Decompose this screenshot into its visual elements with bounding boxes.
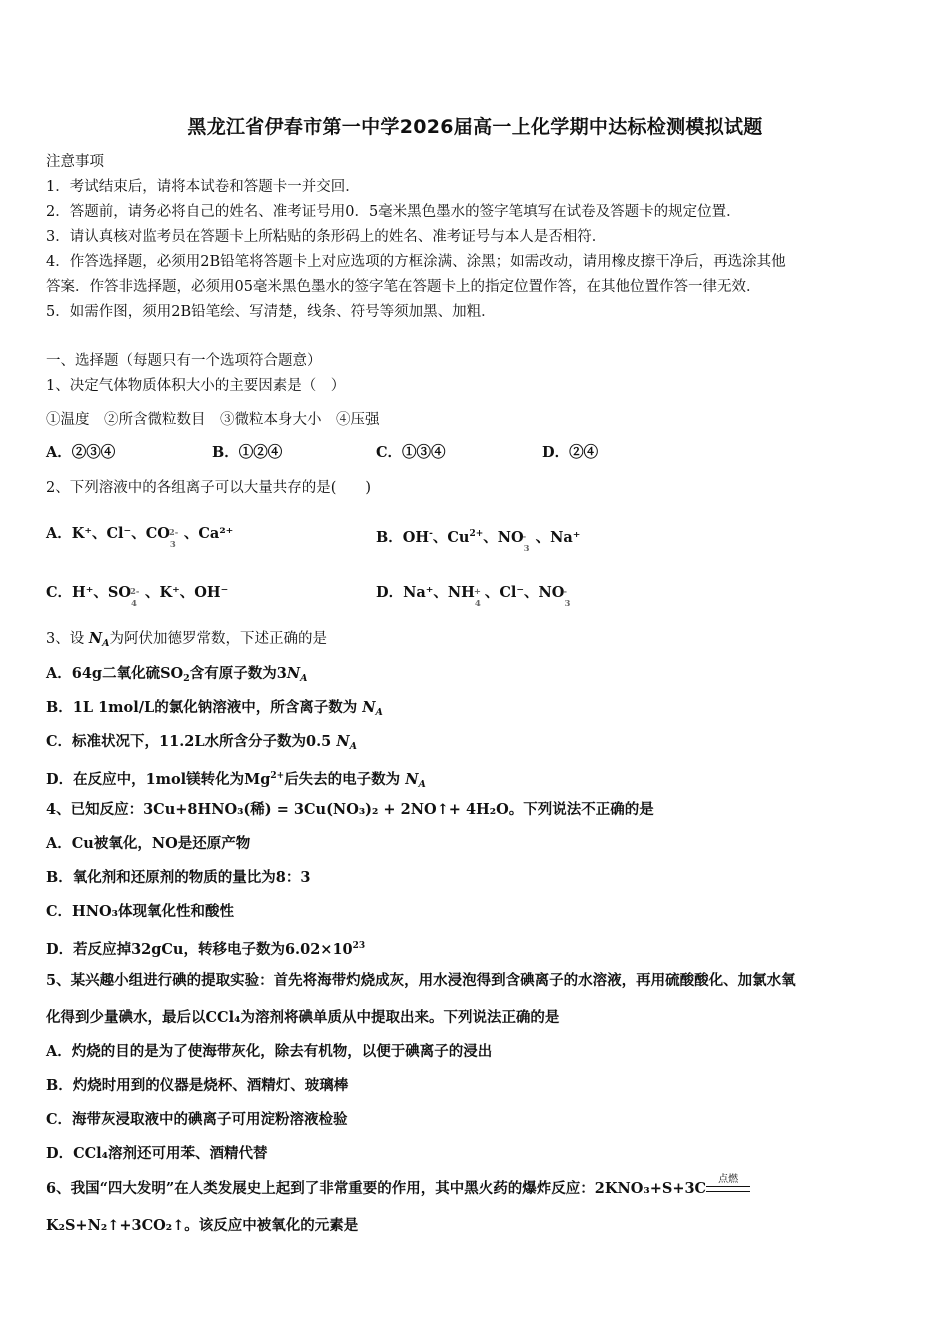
question-3-option-a: A．64g二氧化硫$SO_2$含有原子数为$3N_A$ [46, 665, 308, 684]
question-5-option-a: A．灼烧的目的是为了使海带灰化，除去有机物，以便于碘离子的浸出 [46, 1043, 493, 1060]
question-5-stem-line1: 5、某兴趣小组进行碘的提取实验：首先将海带灼烧成灰，用水浸泡得到含碘离子的水溶液，再用硫酸酸化、加氯水氧 [46, 972, 796, 989]
option-c: C．①③④ [376, 444, 446, 461]
note-item: 1．考试结束后，请将本试卷和答题卡一并交回． [46, 179, 360, 195]
question-2-stem: 2、下列溶液中的各组离子可以大量共存的是( ) [46, 480, 372, 496]
notes-heading: 注意事项 [46, 154, 104, 170]
question-4-stem: 4、已知反应：3Cu+8HNO₃(稀) = 3Cu(NO₃)₂ + 2NO↑+ 4H₂O。下列说法不正确的是 [46, 801, 654, 818]
question-4-option-a: A．Cu被氧化，NO是还原产物 [46, 835, 251, 852]
option-d: D．②④ [542, 444, 599, 461]
question-1-factors: ①温度 ②所含微粒数目 ③微粒本身大小 ④压强 [46, 412, 380, 428]
question-1-stem: 1、决定气体物质体积大小的主要因素是（ ） [46, 378, 346, 394]
question-2-option-a: A．K⁺、Cl⁻、CO 2- 3 、Ca²⁺ [46, 525, 234, 550]
option-b: B．①②④ [212, 444, 283, 461]
option-a: A．②③④ [46, 444, 116, 461]
question-2-option-c: C．H⁺、SO 2- 4 、K⁺、OH⁻ [46, 584, 229, 609]
note-item: 2．答题前，请务必将自己的姓名、准考证号用0．5毫米黑色墨水的签字笔填写在试卷及答题卡的规定位置． [46, 204, 741, 220]
question-4-option-c: C．HNO₃体现氧化性和酸性 [46, 903, 234, 920]
question-3-option-b: B．1L 1mol/L的氯化钠溶液中，所含离子数为 $N_A$ [46, 699, 383, 718]
section-heading: 一、选择题（每题只有一个选项符合题意） [46, 353, 322, 369]
question-3-option-d: D．在反应中，1mol镁转化为$Mg^{2+}$后失去的电子数为 $N_A$ [46, 771, 426, 790]
question-5-stem-line2: 化得到少量碘水，最后以CCl₄为溶剂将碘单质从中提取出来。下列说法正确的是 [46, 1009, 560, 1026]
question-6-stem-line2: K₂S+N₂↑+3CO₂↑。该反应中被氧化的元素是 [46, 1217, 359, 1234]
note-item: 答案．作答非选择题，必须用05毫米黑色墨水的签字笔在答题卡上的指定位置作答，在其他位置作答一律无效． [46, 279, 761, 295]
question-4-option-b: B．氧化剂和还原剂的物质的量比为8：3 [46, 869, 311, 886]
note-item: 5．如需作图，须用2B铅笔绘、写清楚，线条、符号等须加黑、加粗． [46, 304, 496, 320]
question-5-option-d: D．CCl₄溶剂还可用苯、酒精代替 [46, 1145, 268, 1162]
question-3-option-c: C．标准状况下，11.2L水所含分子数为0.5 $N_A$ [46, 733, 357, 752]
question-3-stem: 3、设 $N_A$为阿伏加德罗常数，下述正确的是 [46, 630, 327, 649]
page-title: 黑龙江省伊春市第一中学2026届高一上化学期中达标检测模拟试题 [187, 116, 763, 138]
question-2-option-b: B．OH-、$Cu^{2+}$、NO - 3 、Na⁺ [376, 529, 581, 554]
question-6-stem-line1: 6、我国“四大发明”在人类发展史上起到了非常重要的作用，其中黑火药的爆炸反应：2KNO₃+S+3C 点燃 [46, 1179, 750, 1199]
question-4-option-d: D．若反应掉32gCu，转移电子数为$6.02\times 10^{23}$ [46, 941, 366, 958]
reaction-condition: 点燃 [706, 1179, 750, 1199]
note-item: 3．请认真核对监考员在答题卡上所粘贴的条形码上的姓名、准考证号与本人是否相符． [46, 229, 607, 245]
note-item: 4．作答选择题，必须用2B铅笔将答题卡上对应选项的方框涂满、涂黑；如需改动，请用橡皮擦干净后，再选涂其他 [46, 254, 786, 270]
question-5-option-c: C．海带灰浸取液中的碘离子可用淀粉溶液检验 [46, 1111, 348, 1128]
question-5-option-b: B．灼烧时用到的仪器是烧杯、酒精灯、玻璃棒 [46, 1077, 349, 1094]
question-2-option-d: D．Na⁺、NH + 4 、Cl⁻、NO - 3 [376, 584, 571, 609]
